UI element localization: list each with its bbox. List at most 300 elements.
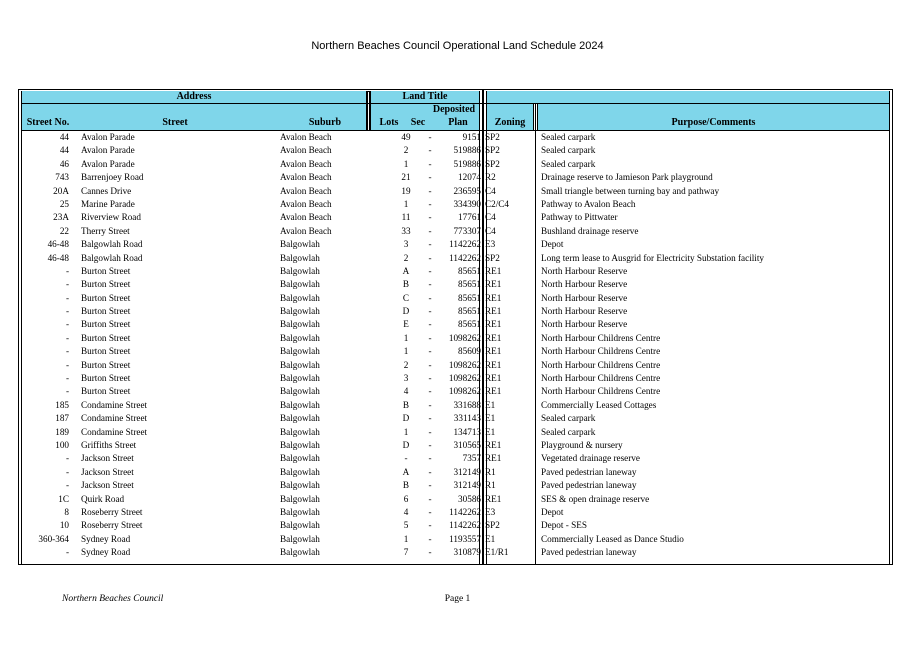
purpose-cell: Vegetated drainage reserve — [541, 453, 640, 464]
lots-cell: D — [402, 439, 410, 450]
sec-cell: - — [428, 413, 432, 424]
street-cell: Jackson Street — [81, 480, 134, 491]
sec-cell: - — [428, 306, 432, 317]
purpose-cell: Small triangle between turning bay and pathway — [541, 185, 720, 196]
zoning-cell: R2 — [485, 172, 496, 183]
lots-cell: 1 — [403, 158, 409, 169]
zoning-cell: E1 — [485, 533, 496, 544]
purpose-cell: Commercially Leased Cottages — [541, 399, 657, 410]
zoning-cell: C2/C4 — [485, 198, 509, 209]
street-no-cell: 25 — [59, 198, 69, 209]
lots-cell: 5 — [403, 520, 409, 531]
purpose-cell: North Harbour Reserve — [541, 319, 628, 330]
table-row — [21, 225, 891, 238]
table-row — [21, 439, 891, 452]
suburb-cell: Avalon Beach — [280, 225, 332, 236]
zoning-cell: E1 — [485, 413, 496, 424]
sec-cell: - — [428, 346, 432, 357]
lots-cell: 4 — [403, 386, 409, 397]
purpose-cell: Sealed carpark — [541, 145, 596, 156]
sec-cell: - — [428, 158, 432, 169]
address-land-divider-a — [367, 91, 368, 131]
purpose-cell: North Harbour Childrens Centre — [541, 386, 661, 397]
plan-cell: 85651 — [458, 265, 481, 276]
suburb-cell: Balgowlah — [280, 252, 320, 263]
sec-cell: - — [428, 292, 432, 303]
header-band-right — [486, 91, 890, 103]
sec-cell: - — [428, 453, 432, 464]
street-cell: Burton Street — [81, 319, 131, 330]
plan-cell: 1193557 — [449, 533, 481, 544]
zoning-cell: C4 — [485, 212, 496, 223]
zoning-cell: RE1 — [485, 359, 502, 370]
street-no-cell: 185 — [55, 399, 69, 410]
suburb-cell: Avalon Beach — [280, 185, 332, 196]
plan-cell: 134713 — [453, 426, 481, 437]
street-no-cell: 23A — [53, 212, 69, 223]
purpose-cell: Commercially Leased as Dance Studio — [541, 533, 684, 544]
suburb-cell: Balgowlah — [280, 332, 320, 343]
plan-cell: 30586 — [458, 493, 481, 504]
lots-cell: 1 — [403, 346, 409, 357]
plan-cell: 1098262 — [448, 386, 481, 397]
street-cell: Burton Street — [81, 373, 131, 384]
purpose-cell: Sealed carpark — [541, 413, 596, 424]
header-street-no: Street No. — [26, 117, 70, 128]
suburb-cell: Avalon Beach — [280, 172, 332, 183]
purpose-cell: North Harbour Childrens Centre — [541, 332, 661, 343]
street-cell: Riverview Road — [81, 212, 141, 223]
plan-cell: 331688 — [453, 399, 481, 410]
lots-cell: 1 — [403, 332, 409, 343]
header-street: Street — [162, 117, 188, 128]
plan-cell: 310879 — [453, 547, 481, 558]
street-cell: Jackson Street — [81, 453, 134, 464]
zoning-cell: E3 — [485, 239, 496, 250]
street-no-cell: 44 — [59, 145, 69, 156]
sec-cell: - — [428, 386, 432, 397]
table-row — [21, 519, 891, 532]
plan-cell: 12074 — [458, 172, 481, 183]
zoning-cell: RE1 — [485, 346, 502, 357]
street-no-cell: 1C — [58, 493, 69, 504]
street-no-cell: - — [65, 373, 69, 384]
table-row — [21, 318, 891, 331]
sec-cell: - — [428, 145, 432, 156]
plan-cell: 310565 — [453, 439, 481, 450]
zoning-cell: RE1 — [485, 373, 502, 384]
lots-cell: 2 — [403, 359, 409, 370]
suburb-cell: Balgowlah — [280, 306, 320, 317]
zoning-cell: RE1 — [485, 386, 502, 397]
street-no-cell: 360-364 — [38, 533, 69, 544]
lots-cell: A — [402, 466, 410, 477]
lots-cell: 4 — [403, 506, 409, 517]
plan-cell: 85609 — [458, 346, 481, 357]
plan-cell: 312149 — [453, 480, 481, 491]
header-address: Address — [176, 91, 212, 102]
street-cell: Sydney Road — [81, 547, 131, 558]
sec-cell: - — [428, 172, 432, 183]
street-cell: Avalon Parade — [81, 158, 135, 169]
purpose-cell: Depot — [541, 239, 564, 250]
zoning-cell: SP2 — [485, 252, 500, 263]
zoning-cell: C4 — [485, 185, 496, 196]
suburb-cell: Balgowlah — [280, 413, 320, 424]
zoning-cell: RE1 — [485, 439, 502, 450]
plan-cell: 1142262 — [449, 520, 481, 531]
zoning-cell: RE1 — [485, 279, 502, 290]
lots-cell: 49 — [401, 132, 411, 142]
suburb-cell: Balgowlah — [280, 466, 320, 477]
plan-cell: 85651 — [458, 279, 481, 290]
table-row — [21, 305, 891, 318]
table-row — [21, 399, 891, 412]
street-no-cell: - — [65, 306, 69, 317]
plan-cell: 85651 — [458, 292, 481, 303]
plan-cell: 312149 — [453, 466, 481, 477]
street-cell: Burton Street — [81, 346, 131, 357]
street-cell: Burton Street — [81, 306, 131, 317]
street-cell: Sydney Road — [81, 533, 131, 544]
street-no-cell: - — [65, 386, 69, 397]
street-cell: Quirk Road — [81, 493, 125, 504]
table-body — [21, 131, 891, 560]
suburb-cell: Balgowlah — [280, 239, 320, 250]
suburb-cell: Balgowlah — [280, 493, 320, 504]
table-row — [21, 278, 891, 291]
street-cell: Condamine Street — [81, 399, 148, 410]
purpose-cell: Sealed carpark — [541, 132, 596, 142]
plan-cell: 334390 — [453, 198, 481, 209]
header-plan: Plan — [448, 117, 468, 128]
header-purpose: Purpose/Comments — [671, 117, 756, 128]
lots-cell: 1 — [403, 533, 409, 544]
sec-cell: - — [428, 359, 432, 370]
zoning-cell: RE1 — [485, 332, 502, 343]
table-row — [21, 292, 891, 305]
sec-cell: - — [428, 426, 432, 437]
purpose-cell: Paved pedestrian laneway — [541, 480, 637, 491]
table-row — [21, 332, 891, 345]
table-row — [21, 238, 891, 251]
suburb-cell: Balgowlah — [280, 533, 320, 544]
lots-cell: B — [402, 399, 410, 410]
sec-cell: - — [428, 332, 432, 343]
sec-cell: - — [428, 493, 432, 504]
sec-cell: - — [428, 466, 432, 477]
suburb-cell: Balgowlah — [280, 547, 320, 558]
purpose-cell: Pathway to Pittwater — [541, 212, 618, 223]
purpose-cell: Playground & nursery — [541, 439, 623, 450]
street-no-cell: 46-48 — [47, 239, 69, 250]
street-no-cell: 10 — [59, 520, 69, 531]
lots-cell: 3 — [403, 373, 409, 384]
table-row — [21, 345, 891, 358]
purpose-cell: North Harbour Reserve — [541, 306, 628, 317]
purpose-cell: Drainage reserve to Jamieson Park playground — [541, 172, 713, 183]
zoning-cell: SP2 — [485, 132, 500, 142]
street-cell: Balgowlah Road — [81, 239, 143, 250]
plan-cell: 1142262 — [449, 252, 481, 263]
zoning-cell: E3 — [485, 506, 496, 517]
street-no-cell: - — [65, 265, 69, 276]
street-no-cell: - — [65, 279, 69, 290]
lots-cell: 3 — [403, 239, 409, 250]
street-no-cell: - — [65, 319, 69, 330]
lots-cell: 1 — [403, 198, 409, 209]
suburb-cell: Avalon Beach — [280, 212, 332, 223]
plan-cell: 85651 — [458, 306, 481, 317]
lots-cell: D — [402, 413, 410, 424]
lots-cell: B — [402, 480, 410, 491]
sec-cell: - — [428, 480, 432, 491]
zoning-cell: RE1 — [485, 265, 502, 276]
street-no-cell: - — [65, 292, 69, 303]
plan-cell: 519886 — [453, 145, 481, 156]
purpose-cell: Long term lease to Ausgrid for Electricity Substation facility — [541, 252, 764, 263]
purpose-cell: North Harbour Childrens Centre — [541, 346, 661, 357]
table-row — [21, 412, 891, 425]
sec-cell: - — [428, 399, 432, 410]
lots-cell: 7 — [403, 547, 409, 558]
table-row — [21, 479, 891, 492]
footer-council-name: Northern Beaches Council — [62, 594, 164, 604]
sec-cell: - — [428, 212, 432, 223]
plan-cell: 85651 — [458, 319, 481, 330]
street-cell: Burton Street — [81, 359, 131, 370]
zoning-cell: R1 — [485, 480, 496, 491]
table-row — [21, 252, 891, 265]
zoning-cell: SP2 — [485, 145, 500, 156]
lots-cell: 19 — [401, 185, 411, 196]
purpose-cell: Paved pedestrian laneway — [541, 547, 637, 558]
suburb-cell: Balgowlah — [280, 386, 320, 397]
suburb-cell: Balgowlah — [280, 439, 320, 450]
zoning-cell: RE1 — [485, 493, 502, 504]
suburb-cell: Balgowlah — [280, 426, 320, 437]
purpose-cell: Bushland drainage reserve — [541, 225, 639, 236]
plan-cell: 519886 — [453, 158, 481, 169]
purpose-cell: Paved pedestrian laneway — [541, 466, 637, 477]
table-row — [21, 546, 891, 559]
lots-cell: 21 — [401, 172, 411, 183]
footer-page-number: Page 1 — [444, 594, 471, 604]
plan-cell: 1098262 — [448, 373, 481, 384]
sec-cell: - — [428, 252, 432, 263]
plan-cell: 1142262 — [449, 506, 481, 517]
street-no-cell: 187 — [55, 413, 69, 424]
plan-cell: 1142262 — [449, 239, 481, 250]
sec-cell: - — [428, 279, 432, 290]
street-no-cell: 22 — [59, 225, 69, 236]
document-title: Northern Beaches Council Operational Land Schedule 2024 — [311, 40, 604, 52]
plan-cell: 17761 — [458, 212, 481, 223]
zoning-cell: RE1 — [485, 319, 502, 330]
table-row — [21, 426, 891, 439]
street-cell: Burton Street — [81, 332, 131, 343]
table-row — [21, 533, 891, 546]
suburb-cell: Balgowlah — [280, 480, 320, 491]
header-suburb: Suburb — [308, 117, 342, 128]
table-row — [21, 171, 891, 184]
table-row — [21, 185, 891, 198]
street-no-cell: 100 — [55, 439, 69, 450]
street-cell: Barrenjoey Road — [81, 172, 144, 183]
street-cell: Roseberry Street — [81, 520, 143, 531]
table-row — [21, 265, 891, 278]
plan-cell: 1098262 — [448, 359, 481, 370]
lots-cell: 1 — [403, 426, 409, 437]
zoning-cell: RE1 — [485, 292, 502, 303]
plan-cell: 236595 — [453, 185, 481, 196]
street-no-cell: - — [65, 466, 69, 477]
table-row — [21, 372, 891, 385]
street-no-cell: 189 — [55, 426, 69, 437]
lots-cell: 11 — [401, 212, 411, 223]
table-row — [21, 198, 891, 211]
table-row — [21, 211, 891, 224]
zoning-cell: SP2 — [485, 158, 500, 169]
suburb-cell: Avalon Beach — [280, 158, 332, 169]
zoning-cell: SP2 — [485, 520, 500, 531]
sec-cell: - — [428, 520, 432, 531]
table-row — [21, 158, 891, 171]
purpose-cell: Depot - SES — [541, 520, 587, 531]
purpose-cell: Sealed carpark — [541, 158, 596, 169]
street-no-cell: 20A — [53, 185, 69, 196]
sec-cell: - — [428, 506, 432, 517]
street-cell: Condamine Street — [81, 413, 148, 424]
suburb-cell: Balgowlah — [280, 373, 320, 384]
header-land-title: Land Title — [402, 91, 448, 102]
header-lots: Lots — [379, 117, 399, 128]
zoning-cell: C4 — [485, 225, 496, 236]
suburb-cell: Balgowlah — [280, 265, 320, 276]
zoning-cell: E1/R1 — [485, 547, 509, 558]
table-row — [21, 506, 891, 519]
header-zoning: Zoning — [494, 117, 526, 128]
table-row — [21, 359, 891, 372]
street-cell: Jackson Street — [81, 466, 134, 477]
street-cell: Balgowlah Road — [81, 252, 143, 263]
lots-cell: 2 — [403, 252, 409, 263]
table-row — [21, 466, 891, 479]
zoning-cell: E1 — [485, 426, 496, 437]
street-no-cell: - — [65, 346, 69, 357]
lots-cell: - — [404, 453, 408, 464]
lots-cell: C — [402, 292, 410, 303]
table-row — [21, 131, 891, 144]
street-cell: Cannes Drive — [81, 185, 132, 196]
lots-cell: D — [402, 306, 410, 317]
suburb-cell: Balgowlah — [280, 292, 320, 303]
street-no-cell: - — [65, 359, 69, 370]
table-row — [21, 385, 891, 398]
purpose-cell: North Harbour Reserve — [541, 292, 628, 303]
zoning-cell: RE1 — [485, 306, 502, 317]
plan-cell: 1098262 — [448, 332, 481, 343]
table-row — [21, 452, 891, 465]
street-cell: Burton Street — [81, 386, 131, 397]
sec-cell: - — [428, 185, 432, 196]
street-cell: Avalon Parade — [81, 145, 135, 156]
sec-cell: - — [428, 373, 432, 384]
street-cell: Avalon Parade — [81, 132, 135, 142]
header-sec: Sec — [410, 117, 426, 128]
street-no-cell: - — [65, 453, 69, 464]
suburb-cell: Avalon Beach — [280, 198, 332, 209]
purpose-cell: SES & open drainage reserve — [541, 493, 650, 504]
sec-cell: - — [428, 265, 432, 276]
table-row — [21, 144, 891, 157]
purpose-cell: North Harbour Reserve — [541, 279, 628, 290]
plan-cell: 773307 — [453, 225, 481, 236]
street-cell: Condamine Street — [81, 426, 148, 437]
sec-cell: - — [428, 533, 432, 544]
purpose-cell: North Harbour Reserve — [541, 265, 628, 276]
street-no-cell: 44 — [59, 132, 69, 142]
suburb-cell: Balgowlah — [280, 453, 320, 464]
table-row — [21, 493, 891, 506]
suburb-cell: Avalon Beach — [280, 132, 332, 142]
street-cell: Burton Street — [81, 279, 131, 290]
suburb-cell: Balgowlah — [280, 520, 320, 531]
purpose-cell: Sealed carpark — [541, 426, 596, 437]
header-deposited: Deposited — [432, 104, 476, 115]
plan-cell: 331143 — [453, 413, 481, 424]
street-cell: Griffiths Street — [81, 439, 137, 450]
zoning-cell: RE1 — [485, 453, 502, 464]
suburb-cell: Balgowlah — [280, 506, 320, 517]
street-no-cell: - — [65, 547, 69, 558]
street-no-cell: - — [65, 332, 69, 343]
suburb-cell: Balgowlah — [280, 346, 320, 357]
plan-cell: 7357 — [462, 453, 481, 464]
street-no-cell: - — [65, 480, 69, 491]
sec-cell: - — [428, 547, 432, 558]
street-no-cell: 46-48 — [47, 252, 69, 263]
suburb-cell: Balgowlah — [280, 319, 320, 330]
street-no-cell: 8 — [64, 506, 69, 517]
lots-cell: E — [403, 319, 409, 330]
sec-cell: - — [428, 439, 432, 450]
lots-cell: A — [402, 265, 410, 276]
lots-cell: B — [402, 279, 410, 290]
sec-cell: - — [428, 239, 432, 250]
street-no-cell: 46 — [59, 158, 69, 169]
lots-cell: 2 — [403, 145, 409, 156]
suburb-cell: Balgowlah — [280, 359, 320, 370]
lots-cell: 6 — [403, 493, 409, 504]
suburb-cell: Avalon Beach — [280, 145, 332, 156]
purpose-cell: North Harbour Childrens Centre — [541, 359, 661, 370]
sec-cell: - — [428, 225, 432, 236]
sec-cell: - — [428, 132, 432, 142]
suburb-cell: Balgowlah — [280, 279, 320, 290]
purpose-cell: North Harbour Childrens Centre — [541, 373, 661, 384]
street-cell: Therry Street — [81, 225, 130, 236]
street-no-cell: 743 — [55, 172, 69, 183]
plan-cell: 9151 — [462, 132, 481, 142]
street-cell: Burton Street — [81, 292, 131, 303]
street-cell: Marine Parade — [81, 198, 135, 209]
street-cell: Roseberry Street — [81, 506, 143, 517]
street-cell: Burton Street — [81, 265, 131, 276]
sec-cell: - — [428, 319, 432, 330]
sec-cell: - — [428, 198, 432, 209]
lots-cell: 33 — [401, 225, 411, 236]
